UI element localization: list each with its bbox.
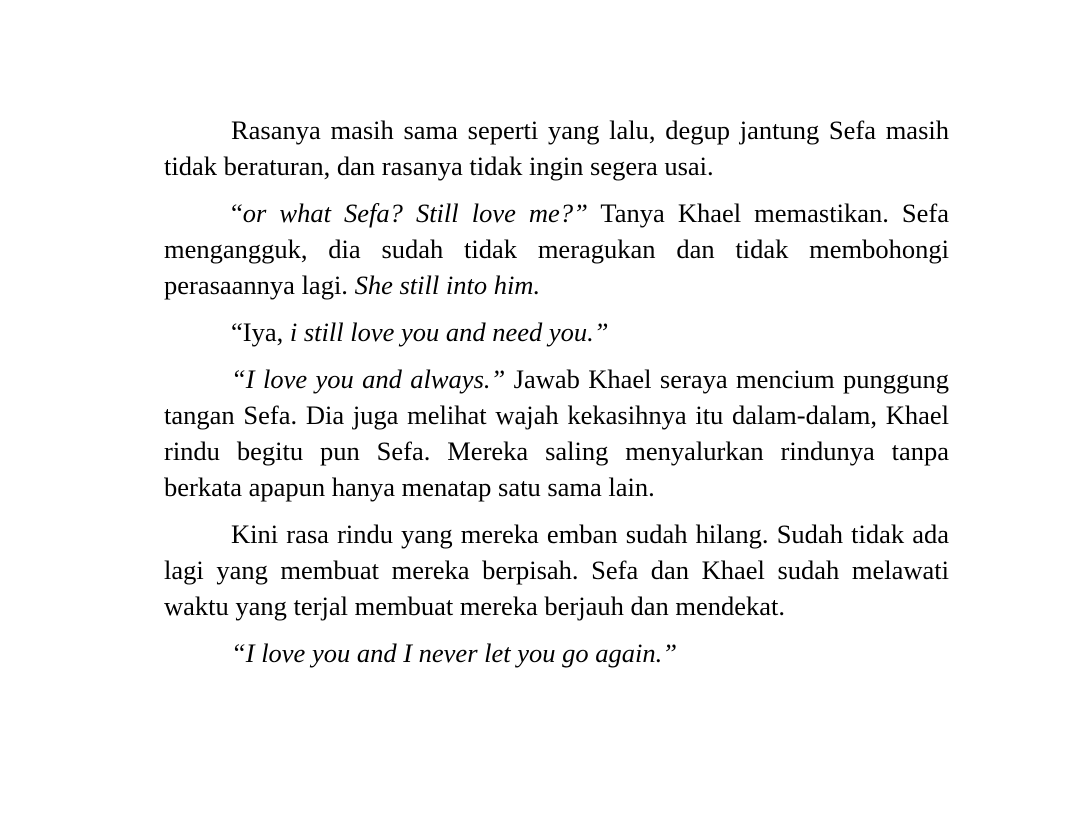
text-segment: Kini rasa rindu yang mereka emban sudah hilang. Sudah tidak ada lagi yang membuat mereka berpisah. Sefa dan Khael sudah melawati waktu yang terjal membuat mereka berjauh dan mendekat. xyxy=(164,519,949,621)
text-segment-italic: or what Sefa? Still love me?” xyxy=(242,198,588,228)
paragraph-3 xyxy=(164,314,949,350)
paragraph-4 xyxy=(164,361,949,505)
text-segment-italic: “I love you and always.” xyxy=(231,364,506,394)
body-text xyxy=(164,112,949,682)
text-segment-italic: “I love you and I never let you go again.” xyxy=(231,638,677,668)
paragraph-6 xyxy=(164,635,949,671)
text-segment: Jawab Khael seraya mencium punggung tangan Sefa. Dia juga melihat wajah kekasihnya itu dalam-dalam, Khael rindu begitu pun Sefa. Mereka saling menyalurkan rindunya tanpa berkata apapun hanya menatap satu sama lain. xyxy=(164,364,949,502)
text-segment: Rasanya masih sama seperti yang lalu, degup jantung Sefa masih tidak beraturan, dan rasanya tidak ingin segera usai. xyxy=(164,115,949,181)
text-segment: “Iya, xyxy=(231,317,290,347)
text-segment-italic: i still love you and need you.” xyxy=(289,317,609,347)
paragraph-1 xyxy=(164,112,949,184)
text-segment-italic: She still into him. xyxy=(354,270,541,300)
paragraph-5 xyxy=(164,516,949,624)
paragraph-2 xyxy=(164,195,949,303)
text-segment: “ xyxy=(231,198,243,228)
text-segment: Tanya Khael memastikan. Sefa mengangguk, dia sudah tidak meragukan dan tidak membohongi perasaannya lagi. xyxy=(164,198,949,300)
